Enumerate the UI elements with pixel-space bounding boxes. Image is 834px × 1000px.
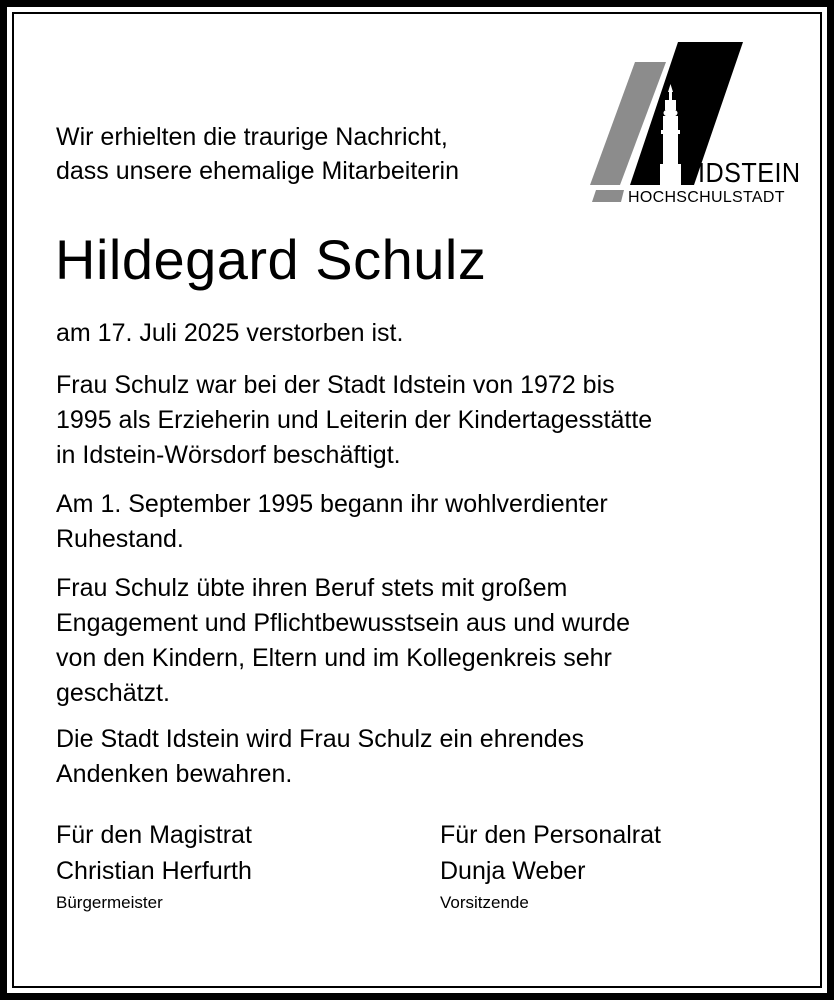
intro-line: dass unsere ehemalige Mitarbeiterin — [56, 157, 459, 185]
signature-personalrat — [440, 817, 661, 917]
paragraph-line: von den Kindern, Eltern und im Kollegenkreis sehr — [56, 644, 612, 672]
paragraph-line: in Idstein-Wörsdorf beschäftigt. — [56, 441, 401, 469]
signature-name: Christian Herfurth — [56, 857, 252, 885]
paragraph-retirement — [56, 487, 776, 557]
paragraph-line: Engagement und Pflichtbewusstsein aus und wurde — [56, 609, 630, 637]
signature-title: Vorsitzende — [440, 893, 529, 912]
deceased-name: Hildegard Schulz — [55, 228, 487, 291]
paragraph-line: geschätzt. — [56, 679, 170, 707]
paragraph-line: 1995 als Erzieherin und Leiterin der Kindertagesstätte — [56, 406, 653, 434]
paragraph-line: Andenken bewahren. — [56, 760, 293, 788]
logo-subtitle: HOCHSCHULSTADT — [628, 189, 785, 206]
idstein-logo — [590, 40, 805, 210]
signature-magistrat — [56, 817, 252, 917]
paragraph-line: Am 1. September 1995 begann ihr wohlverdienter — [56, 490, 608, 518]
paragraph-line: Die Stadt Idstein wird Frau Schulz ein ehrendes — [56, 725, 585, 753]
paragraph-remembrance — [56, 722, 776, 792]
intro-text — [56, 120, 459, 188]
paragraph-appreciation — [56, 571, 776, 711]
logo-title: IDSTEIN — [698, 157, 801, 188]
intro-line: Wir erhielten die traurige Nachricht, — [56, 123, 448, 151]
paragraph-date: am 17. Juli 2025 verstorben ist. — [56, 319, 404, 347]
signature-name: Dunja Weber — [440, 857, 586, 885]
paragraph-line: Frau Schulz war bei der Stadt Idstein von 1972 bis — [56, 371, 615, 399]
signature-title: Bürgermeister — [56, 893, 163, 912]
paragraph-career — [56, 368, 776, 473]
signature-body: Für den Personalrat — [440, 821, 661, 849]
signature-body: Für den Magistrat — [56, 821, 252, 849]
paragraph-line: Ruhestand. — [56, 525, 184, 553]
paragraph-line: Frau Schulz übte ihren Beruf stets mit großem — [56, 574, 568, 602]
